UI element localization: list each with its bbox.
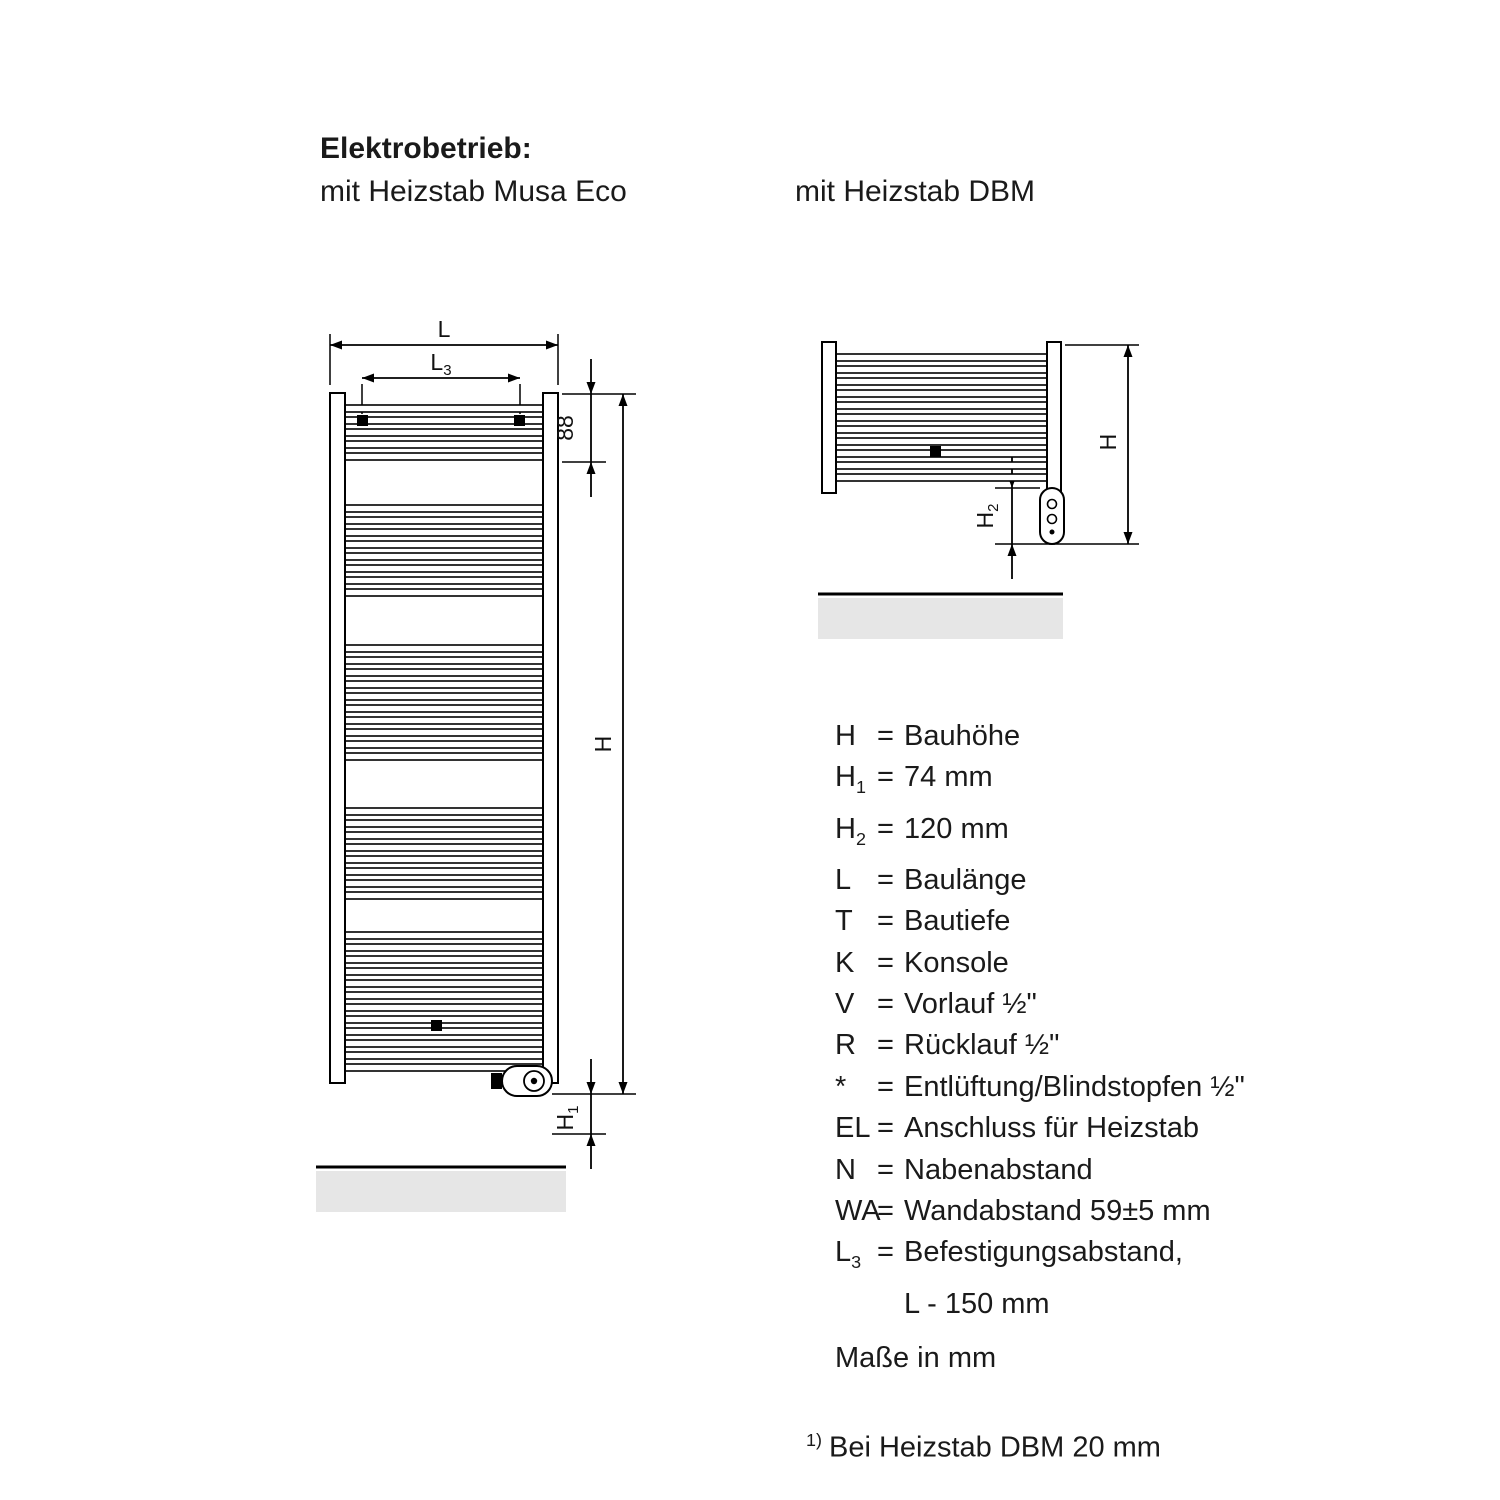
right-collector-tube [543, 393, 558, 1083]
legend-row [835, 1232, 1245, 1283]
legend-text: 74 mm [904, 761, 993, 794]
footnote-marker: 1) [806, 1430, 822, 1450]
diagram-dbm [790, 330, 1150, 660]
radiator-body [822, 342, 1061, 493]
legend-row [835, 901, 1245, 942]
legend-text: Entlüftung/Blindstopfen ½" [904, 1070, 1245, 1103]
dim-label-H1: $H_1$ [552, 1105, 582, 1131]
legend-equals: = [877, 1153, 894, 1186]
legend-row [835, 757, 1245, 808]
dim-label-H: H [1095, 433, 1121, 451]
legend-row [835, 1191, 1245, 1232]
radiator-rungs [836, 354, 1047, 481]
dim-label-L: L [437, 316, 451, 342]
legend-text: Rücklauf ½" [904, 1029, 1060, 1062]
floor-hatch [818, 594, 1063, 639]
legend-equals: = [877, 988, 894, 1021]
legend-symbol: * [835, 1070, 847, 1103]
legend-symbol: T [835, 905, 853, 938]
legend-text: L - 150 mm [904, 1287, 1050, 1320]
page-title: Elektrobetrieb: [320, 132, 532, 165]
legend-text: Wandabstand 59±5 mm [904, 1195, 1211, 1228]
legend-symbol: EL [835, 1112, 871, 1145]
subtitle-dbm: mit Heizstab DBM [795, 175, 1036, 208]
legend-equals: = [877, 812, 894, 845]
legend-equals: = [877, 905, 894, 938]
legend-symbol: V [835, 988, 855, 1021]
legend-equals: = [877, 1236, 894, 1269]
legend-equals: = [877, 1029, 894, 1062]
legend-equals: = [877, 1112, 894, 1145]
legend-text: Bauhöhe [904, 720, 1021, 752]
legend-row [835, 1108, 1245, 1149]
subtitle-musa-eco: mit Heizstab Musa Eco [320, 175, 627, 208]
dim-label-L3: $L_3$ [430, 349, 452, 379]
legend-equals: = [877, 1070, 894, 1103]
el-connection-marker [431, 1020, 442, 1031]
mounting-point-left [357, 415, 368, 426]
legend-text: Bautiefe [904, 905, 1011, 938]
legend-text: Vorlauf ½" [904, 988, 1037, 1021]
mounting-point-right [514, 415, 525, 426]
legend-row [835, 1067, 1245, 1108]
dim-label-H: H [590, 735, 616, 753]
floor-hatch [316, 1167, 566, 1212]
legend-row [835, 1150, 1245, 1191]
legend-symbol: $H_2$ [835, 812, 866, 849]
legend-text: Befestigungsabstand, [904, 1236, 1183, 1269]
legend-text: Konsole [904, 946, 1009, 979]
legend-row-continuation [835, 1284, 1245, 1325]
legend-equals: = [877, 946, 894, 979]
radiator-rungs [344, 405, 545, 1071]
heating-element-dbm [1040, 488, 1064, 544]
legend-symbol: WA [835, 1195, 881, 1228]
units-note: Maße in mm [835, 1342, 997, 1374]
legend-row [835, 984, 1245, 1025]
legend-row [835, 716, 1245, 757]
legend-row [835, 943, 1245, 984]
legend-row [835, 809, 1245, 860]
left-collector-tube [330, 393, 345, 1083]
legend-text: Nabenabstand [904, 1153, 1093, 1186]
legend-equals: = [877, 863, 894, 896]
legend-symbol: $H_1$ [835, 761, 866, 798]
dim-label-88: 88 [552, 415, 578, 441]
legend-equals: = [877, 1195, 894, 1228]
legend-symbol: H [835, 720, 856, 752]
legend-symbol: R [835, 1029, 856, 1062]
radiator-body [330, 393, 558, 1083]
dimension-legend [835, 716, 1245, 1325]
legend-row [835, 1025, 1245, 1066]
legend-symbol: $L_3$ [835, 1236, 862, 1273]
dim-label-H2: $H_2$ [972, 503, 1002, 529]
legend-symbol: L [835, 863, 852, 896]
legend-text: 120 mm [904, 812, 1009, 845]
legend-text: Baulänge [904, 863, 1027, 896]
footnote-text: Bei Heizstab DBM 20 mm [828, 1431, 1161, 1464]
legend-row [835, 860, 1245, 901]
legend-equals: = [877, 761, 894, 794]
legend-symbol: K [835, 946, 855, 979]
footnote [806, 1430, 1161, 1465]
legend-text: Anschluss für Heizstab [904, 1112, 1199, 1145]
left-collector-tube [822, 342, 836, 493]
diagram-musa-eco [300, 316, 660, 1220]
el-connection-marker [930, 446, 941, 457]
legend-symbol: N [835, 1153, 856, 1186]
legend-equals: = [877, 720, 894, 752]
right-collector-tube [1047, 342, 1061, 493]
